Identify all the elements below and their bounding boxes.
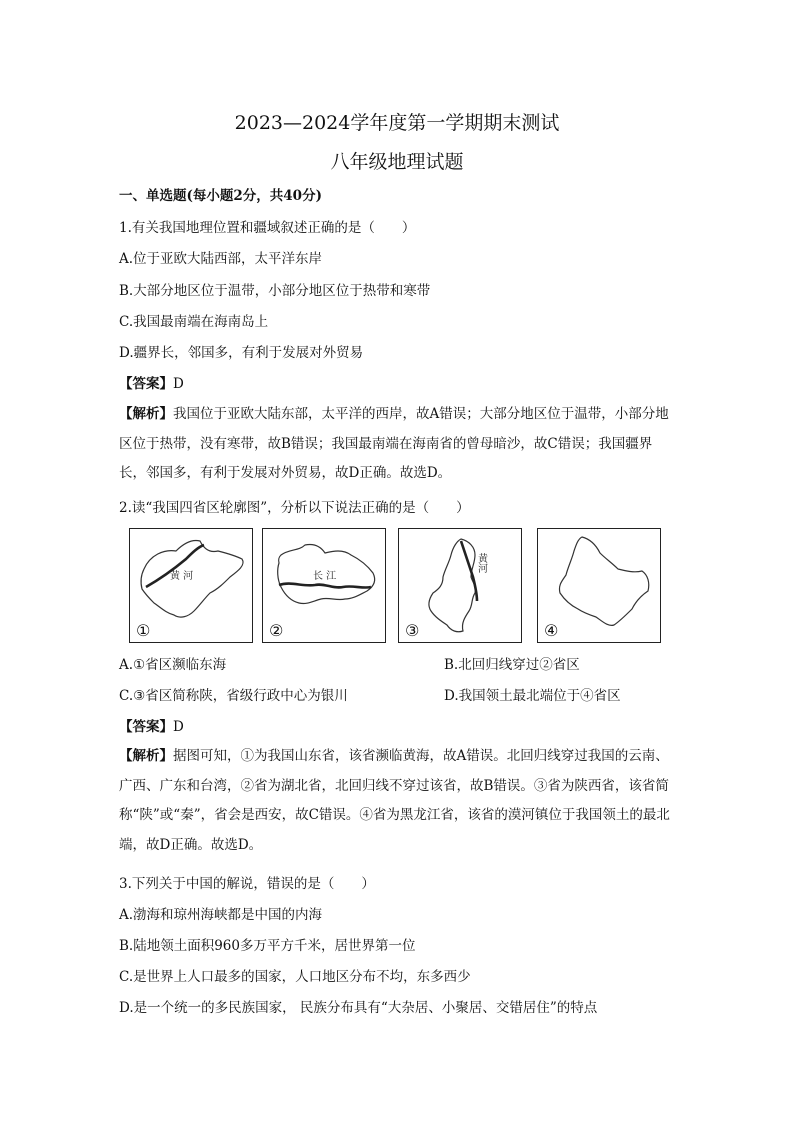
map-figure-1 [129, 528, 253, 643]
analysis-label: 【解析】 [119, 406, 173, 422]
q2-option-d: D.我国领土最北端位于④省区 [444, 688, 621, 704]
q1-option-b: B.大部分地区位于温带，小部分地区位于热带和寒带 [119, 283, 431, 299]
q3-option-a: A.渤海和琼州海峡都是中国的内海 [119, 907, 323, 923]
q1-option-c: C.我国最南端在海南岛上 [119, 314, 269, 330]
river-label-yellow: 黄 河 [170, 571, 194, 582]
answer-label: 【答案】 [119, 376, 173, 392]
answer-value: D [173, 719, 184, 735]
q3-option-d: D.是一个统一的多民族国家， 民族分布具有“大杂居、小聚居、交错居住”的特点 [119, 1000, 598, 1016]
exam-subtitle: 八年级地理试题 [330, 151, 464, 173]
answer-value: D [173, 376, 184, 392]
q2-option-b: B.北回归线穿过②省区 [444, 657, 580, 673]
river-label-yangtze: 长 江 [313, 571, 337, 582]
q2-answer [119, 717, 184, 737]
q2-analysis [119, 742, 679, 860]
answer-label: 【答案】 [119, 719, 173, 735]
map-number-2: ② [269, 621, 284, 640]
q1-analysis [119, 400, 679, 489]
q2-option-a: A.①省区濒临东海 [119, 657, 227, 673]
q3-stem: 3.下列关于中国的解说，错误的是（ ） [119, 876, 375, 892]
river-label-yellow-vertical: 黄河 [475, 553, 487, 573]
map-figure-2 [262, 528, 386, 643]
analysis-text: 我国位于亚欧大陆东部，太平洋的西岸，故A错误；大部分地区位于温带，小部分地区位于热带，没有寒带，故B错误；我国最南端在海南省的曾母暗沙，故C错误；我国疆界长，邻国多，有利于发展对外贸易，故D正确。故选D。 [119, 406, 669, 481]
map-number-3: ③ [405, 621, 420, 640]
section-heading: 一、单选题(每小题2分，共40分) [119, 188, 322, 204]
analysis-label: 【解析】 [119, 748, 173, 764]
q3-option-b: B.陆地领土面积960多万平方千米，居世界第一位 [119, 938, 416, 954]
q1-stem: 1.有关我国地理位置和疆域叙述正确的是（ ） [119, 220, 416, 236]
q2-stem: 2.读“我国四省区轮廓图”，分析以下说法正确的是（ ） [119, 500, 470, 516]
map-number-1: ① [136, 621, 151, 640]
analysis-text: 据图可知，①为我国山东省，该省濒临黄海，故A错误。北回归线穿过我国的云南、广西、广东和台湾，②省为湖北省，北回归线不穿过该省，故B错误。③省为陕西省，该省简称“陕”或“秦”，省会是西安，故C错误。④省为黑龙江省，该省的漠河镇位于我国领土的最北端，故D正确。故选D。 [119, 748, 670, 853]
map-figure-3 [398, 528, 522, 643]
q1-option-d: D.疆界长，邻国多，有利于发展对外贸易 [119, 345, 364, 361]
exam-title: 2023—2024学年度第一学期期末测试 [234, 112, 560, 134]
q2-option-c: C.③省区简称陕，省级行政中心为银川 [119, 688, 348, 704]
map-figure-4 [537, 528, 661, 643]
q1-option-a: A.位于亚欧大陆西部，太平洋东岸 [119, 251, 323, 267]
q3-option-c: C.是世界上人口最多的国家，人口地区分布不均，东多西少 [119, 969, 471, 985]
q1-answer [119, 374, 184, 394]
map-number-4: ④ [544, 621, 559, 640]
